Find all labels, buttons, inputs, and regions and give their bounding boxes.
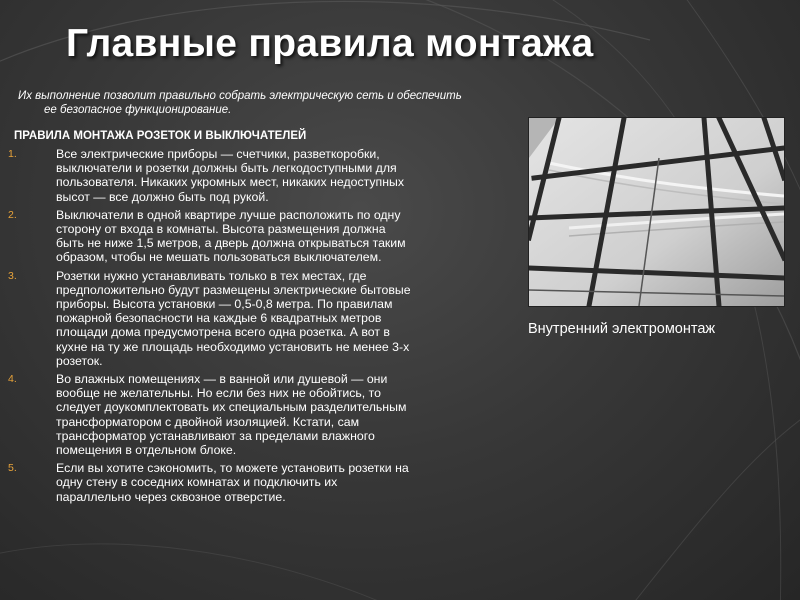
rules-list	[8, 147, 500, 508]
rule-item	[8, 269, 500, 368]
rule-text-line: Если вы хотите сэкономить, то можете установить розетки на	[56, 461, 409, 476]
rule-text-line: площади дома предусмотрена всего одна розетка. А вот в	[56, 325, 390, 340]
rule-text-line: предположительно будут размещены электрические бытовые	[56, 282, 411, 297]
rule-text-line: вообще не желательны. Но если без них не обойтись, то	[56, 386, 381, 401]
rule-number: 5.	[8, 462, 17, 475]
ceiling-wiring-image	[529, 118, 784, 306]
rule-text-line: розеток.	[56, 353, 103, 368]
rule-text-line: образом, чтобы не мешать пользоваться выключателем.	[56, 250, 382, 265]
rule-text-line: Розетки нужно устанавливать только в тех местах, где	[56, 268, 367, 283]
rule-number: 3.	[8, 269, 17, 282]
rule-text-line: выключатели и розетки должны быть легкодоступными для	[56, 161, 397, 176]
rule-text-line: быть не ниже 1,5 метров, а дверь должна открываться таким	[56, 236, 406, 251]
rule-text-line: одну стену в соседних комнатах и подключить их	[56, 475, 338, 490]
slide-title: Главные правила монтажа	[66, 22, 594, 65]
rule-text	[56, 208, 406, 265]
rule-text-line: приборы. Высота установки — 0,5-0,8 метра. По правилам	[56, 297, 393, 312]
rule-text-line: следует доукомплектовать их специальным разделительным	[56, 400, 407, 415]
rule-text-line: сторону от входа в комнаты. Высота размещения должна	[56, 222, 386, 237]
rule-text-line: трансформатор устанавливают за пределами влажного	[56, 428, 375, 443]
rule-item	[8, 461, 500, 504]
rule-number: 4.	[8, 373, 17, 386]
rule-number: 2.	[8, 208, 17, 221]
rule-text-line: параллельно через сквозное отверстие.	[56, 489, 286, 504]
rule-text-line: Все электрические приборы — счетчики, разветкоробки,	[56, 147, 380, 161]
rule-text-line: помещения в отдельном блоке.	[56, 443, 237, 458]
rule-item	[8, 147, 500, 204]
rule-text	[56, 372, 406, 457]
photo-caption: Внутренний электромонтаж	[528, 321, 716, 337]
rule-item	[8, 208, 500, 265]
intro-line-2: ее безопасное функционирование.	[44, 104, 232, 116]
rule-text-line: пожарной безопасности на каждые 6 квадратных метров	[56, 311, 382, 326]
wiring-photo	[529, 118, 784, 306]
section-heading: ПРАВИЛА МОНТАЖА РОЗЕТОК И ВЫКЛЮЧАТЕЛЕЙ	[14, 130, 307, 142]
rule-text-line: Выключатели в одной квартире лучше расположить по одну	[56, 207, 401, 222]
rule-text-line: пользователя. Никаких укромных мест, никаких недоступных	[56, 175, 404, 190]
intro-line-1: Их выполнение позволит правильно собрать электрическую сеть и обеспечить	[18, 90, 462, 102]
rule-item	[8, 372, 500, 457]
rule-text	[56, 461, 409, 504]
rule-text	[56, 147, 404, 204]
rule-number: 1.	[8, 148, 17, 160]
intro-text	[18, 89, 508, 117]
rule-text-line: трансформатором с двойной изоляцией. Кстати, сам	[56, 414, 360, 429]
rule-text-line: высот — все должно быть под рукой.	[56, 189, 269, 204]
rule-text-line: Во влажных помещениях — в ванной или душевой — они	[56, 372, 388, 387]
rule-text-line: кухне на ту же площадь необходимо установить не менее 3-х	[56, 339, 410, 354]
rule-text	[56, 269, 411, 368]
